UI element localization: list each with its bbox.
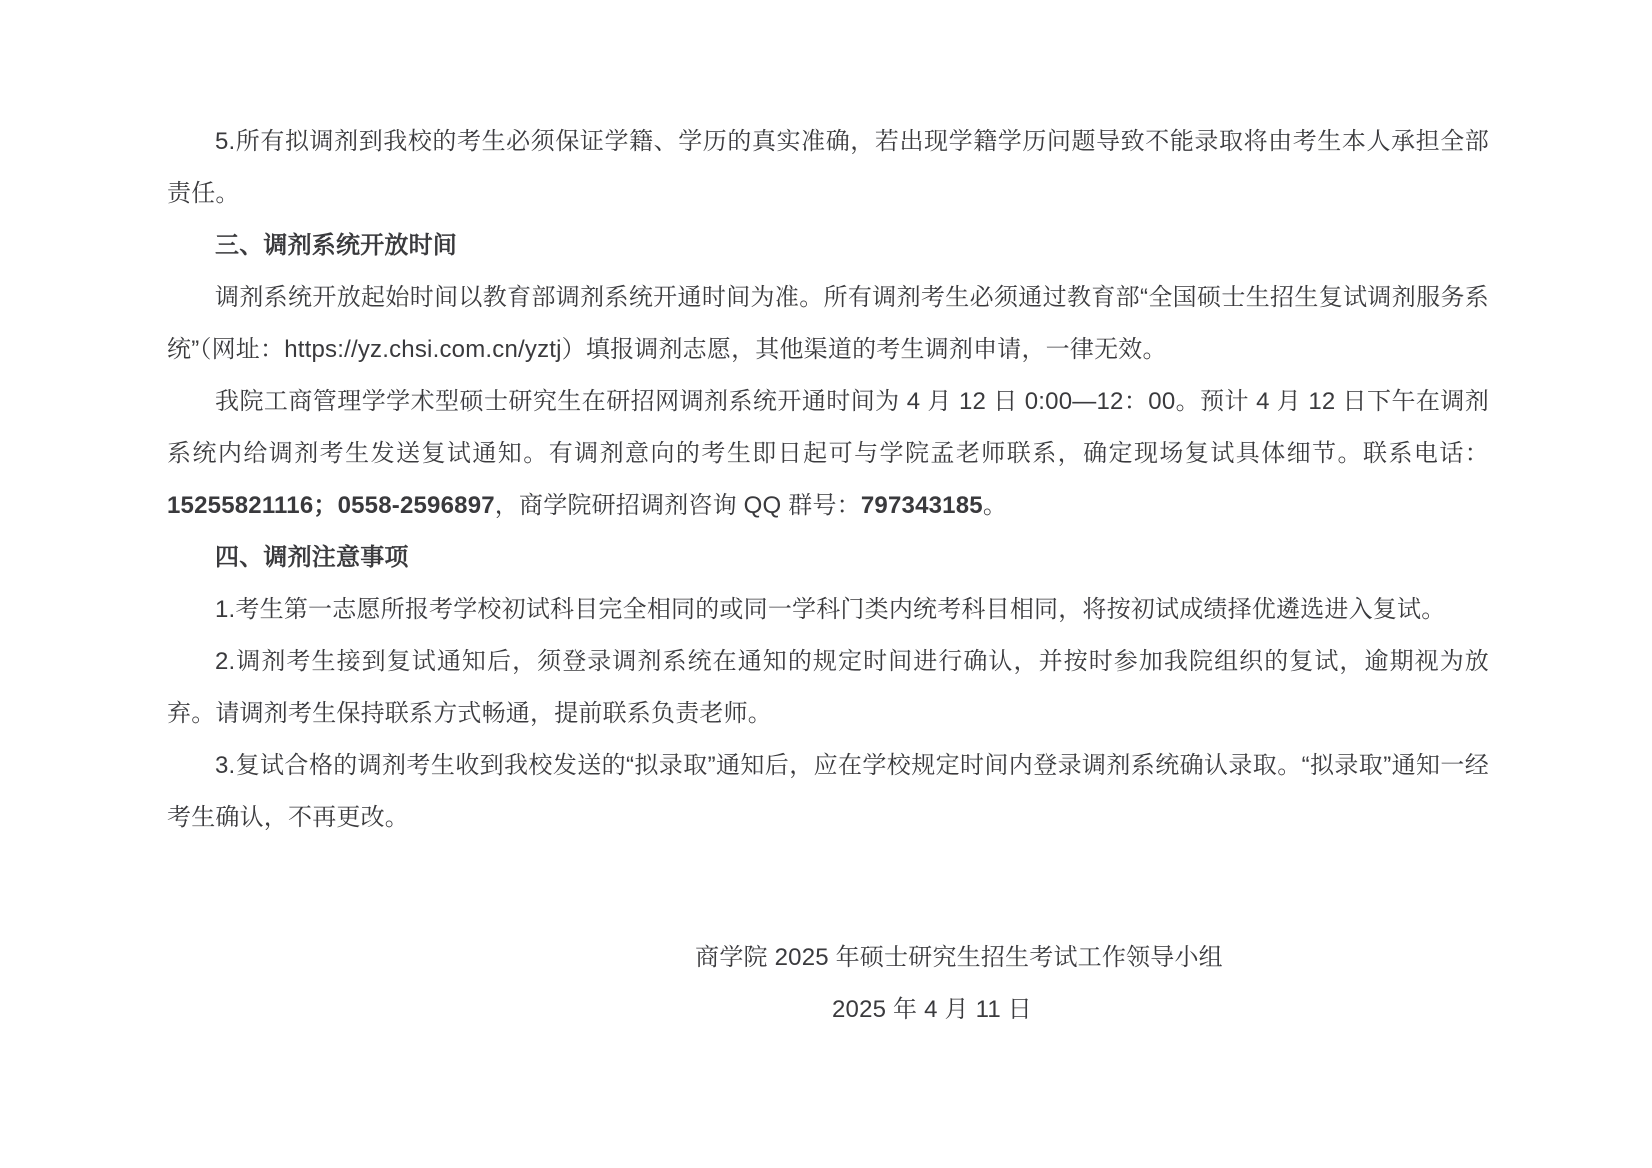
section-heading-3: 三、调剂系统开放时间: [215, 232, 457, 259]
schedule-text-lead: 我院工商管理学学术型硕士研究生在研招网调剂系统开通时间为 4 月 12 日 0:00—12：00。预计 4 月 12 日下午在调剂系统内给调剂考生发送复试通知。有调剂意向的考生即日起可与学院孟老师联系，确定现场复试具体细节。联系电话：: [167, 388, 1489, 467]
note-1: 1.考生第一志愿所报考学校初试科目完全相同的或同一学科门类内统考科目相同，将按初试成绩择优遴选进入复试。: [215, 596, 1446, 623]
note-2: 2.调剂考生接到复试通知后，须登录调剂系统在通知的规定时间进行确认，并按时参加我院组织的复试，逾期视为放弃。请调剂考生保持联系方式畅通，提前联系负责老师。: [167, 648, 1489, 727]
paragraph-schedule: [167, 376, 1489, 532]
paragraph-item-5: 5.所有拟调剂到我校的考生必须保证学籍、学历的真实准确，若出现学籍学历问题导致不能录取将由考生本人承担全部责任。: [167, 128, 1489, 207]
note-3: 3.复试合格的调剂考生收到我校发送的“拟录取”通知后，应在学校规定时间内登录调剂系统确认录取。“拟录取”通知一经考生确认，不再更改。: [167, 752, 1489, 831]
schedule-text-mid: ，商学院研招调剂咨询 QQ 群号：: [494, 492, 861, 519]
phone-numbers: 15255821116；0558-2596897: [167, 492, 495, 519]
paragraph-system-open: 调剂系统开放起始时间以教育部调剂系统开通时间为准。所有调剂考生必须通过教育部“全国硕士生招生复试调剂服务系统”（网址：https://yz.chsi.com.cn/yztj）填报调剂志愿，其他渠道的考生调剂申请，一律无效。: [167, 284, 1489, 363]
qq-group-number: 797343185: [860, 492, 983, 519]
date-line: 2025 年 4 月 11 日: [832, 996, 1032, 1023]
signature-line: 商学院 2025 年硕士研究生招生考试工作领导小组: [695, 944, 1223, 971]
schedule-text-end: 。: [982, 492, 1008, 519]
section-heading-4: 四、调剂注意事项: [215, 544, 409, 571]
